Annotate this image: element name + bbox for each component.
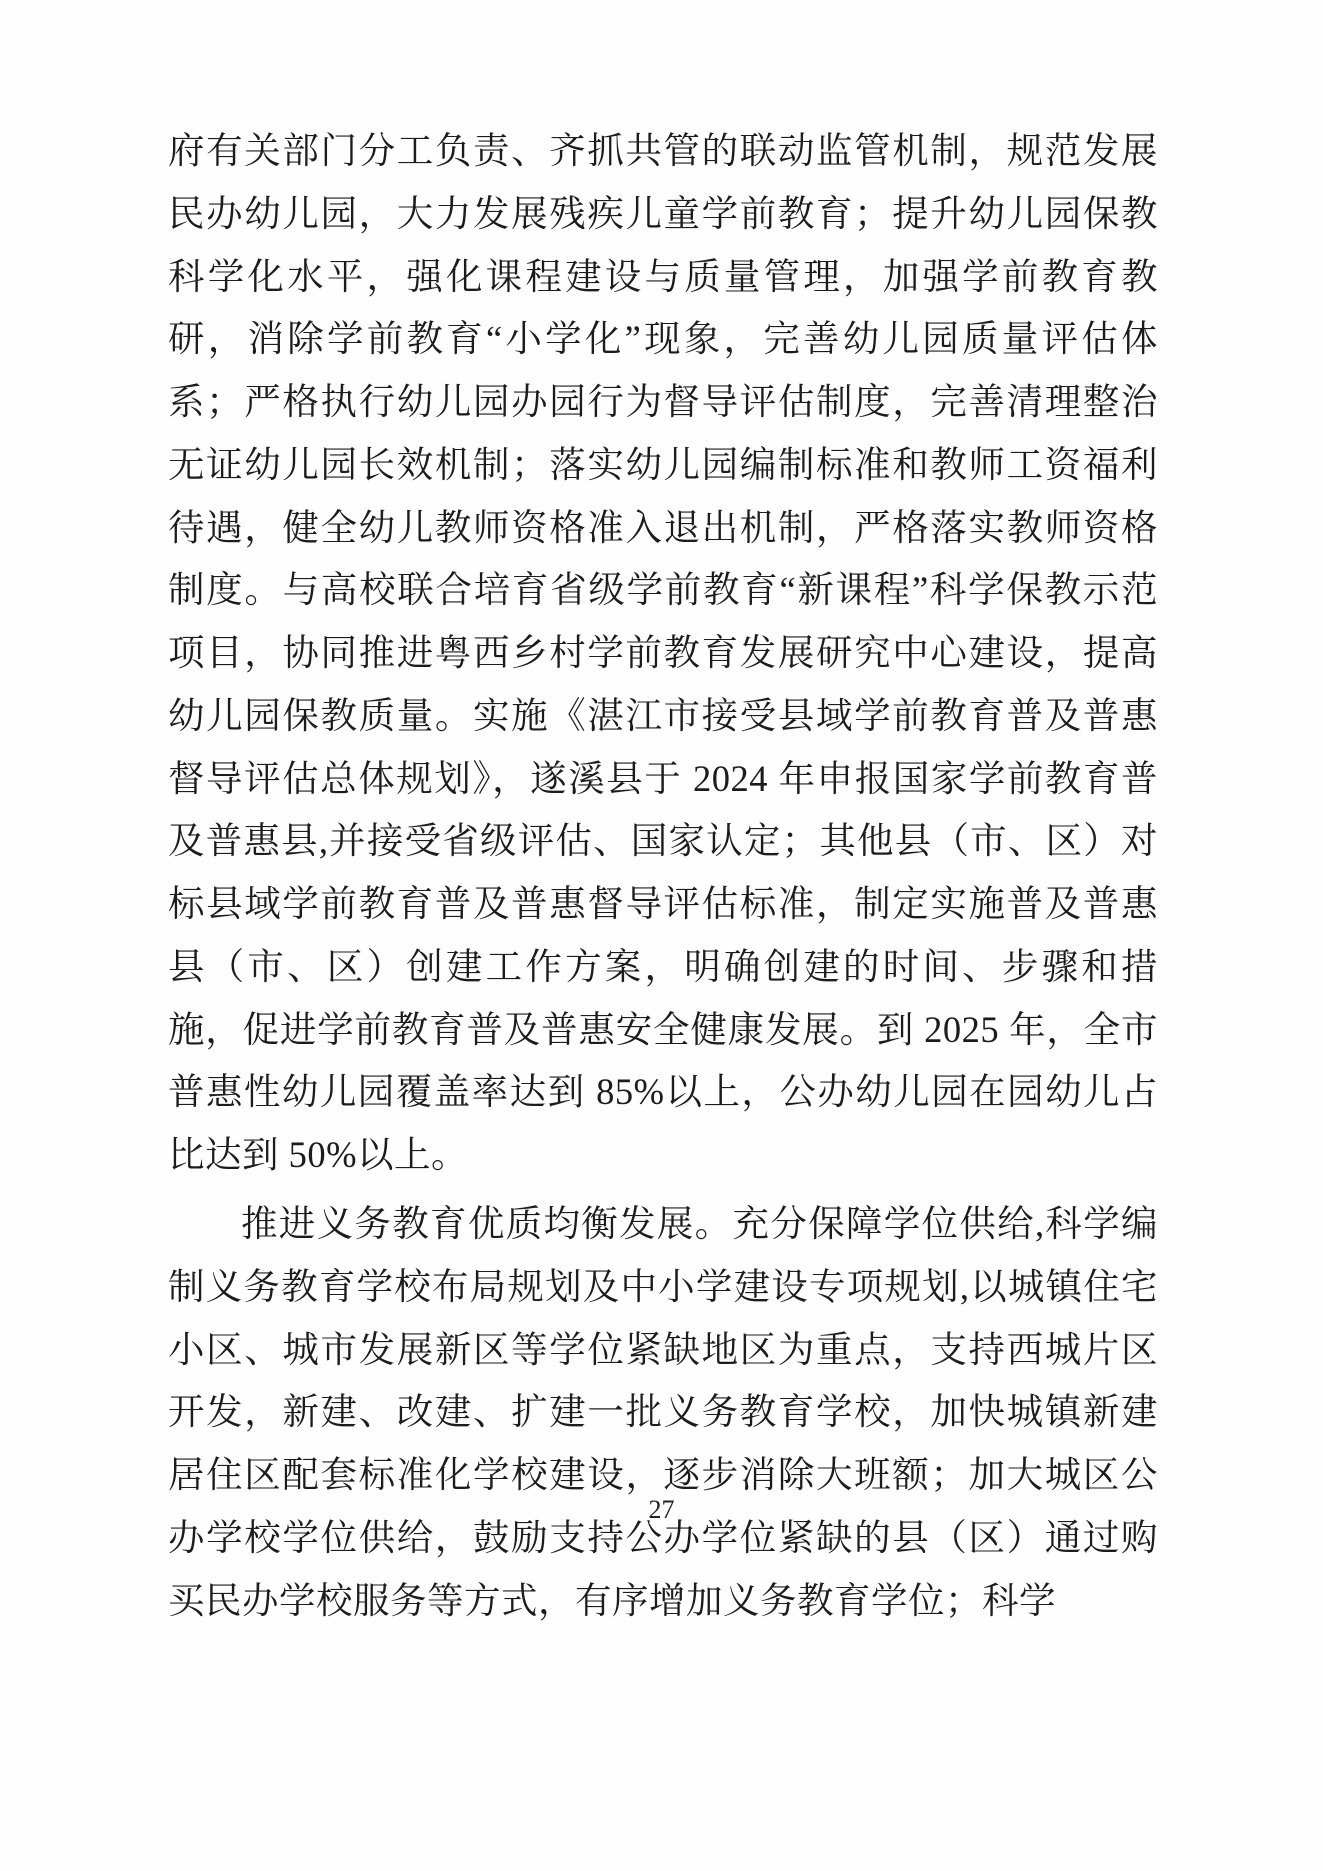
paragraph-compulsory-education: 推进义务教育优质均衡发展。充分保障学位供给,科学编制义务教育学校布局规划及中小学建设专项规划,以城镇住宅小区、城市发展新区等学位紧缺地区为重点，支持西城片区开发，新建、改建、扩建一批义务教育学校，加快城镇新建居住区配套标准化学校建设，逐步消除大班额；加大城区公办学校学位供给，鼓励支持公办学位紧缺的县（区）通过购买民办学校服务等方式，有序增加义务教育学位；科学 xyxy=(168,1203,1158,1621)
page-body xyxy=(168,120,1158,1632)
paragraph-preschool-education: 府有关部门分工负责、齐抓共管的联动监管机制，规范发展民办幼儿园，大力发展残疾儿童学前教育；提升幼儿园保教科学化水平，强化课程建设与质量管理，加强学前教育教研，消除学前教育“小学化”现象，完善幼儿园质量评估体系；严格执行幼儿园办园行为督导评估制度，完善清理整治无证幼儿园长效机制；落实幼儿园编制标准和教师工资福利待遇，健全幼儿教师资格准入退出机制，严格落实教师资格制度。与高校联合培育省级学前教育“新课程”科学保教示范项目，协同推进粤西乡村学前教育发展研究中心建设，提高幼儿园保教质量。实施《湛江市接受县域学前教育普及普惠督导评估总体规划》，遂溪县于 2024 年申报国家学前教育普及普惠县,并接受省级评估、国家认定；其他县（市、区）对标县域学前教育普及普惠督导评估标准，制定实施普及普惠县（市、区）创建工作方案，明确创建的时间、步骤和措施，促进学前教育普及普惠安全健康发展。到 2025 年，全市普惠性幼儿园覆盖率达到 85%以上，公办幼儿园在园幼儿占比达到 50%以上。 xyxy=(168,130,1158,1176)
page-number: 27 xyxy=(648,1495,675,1524)
